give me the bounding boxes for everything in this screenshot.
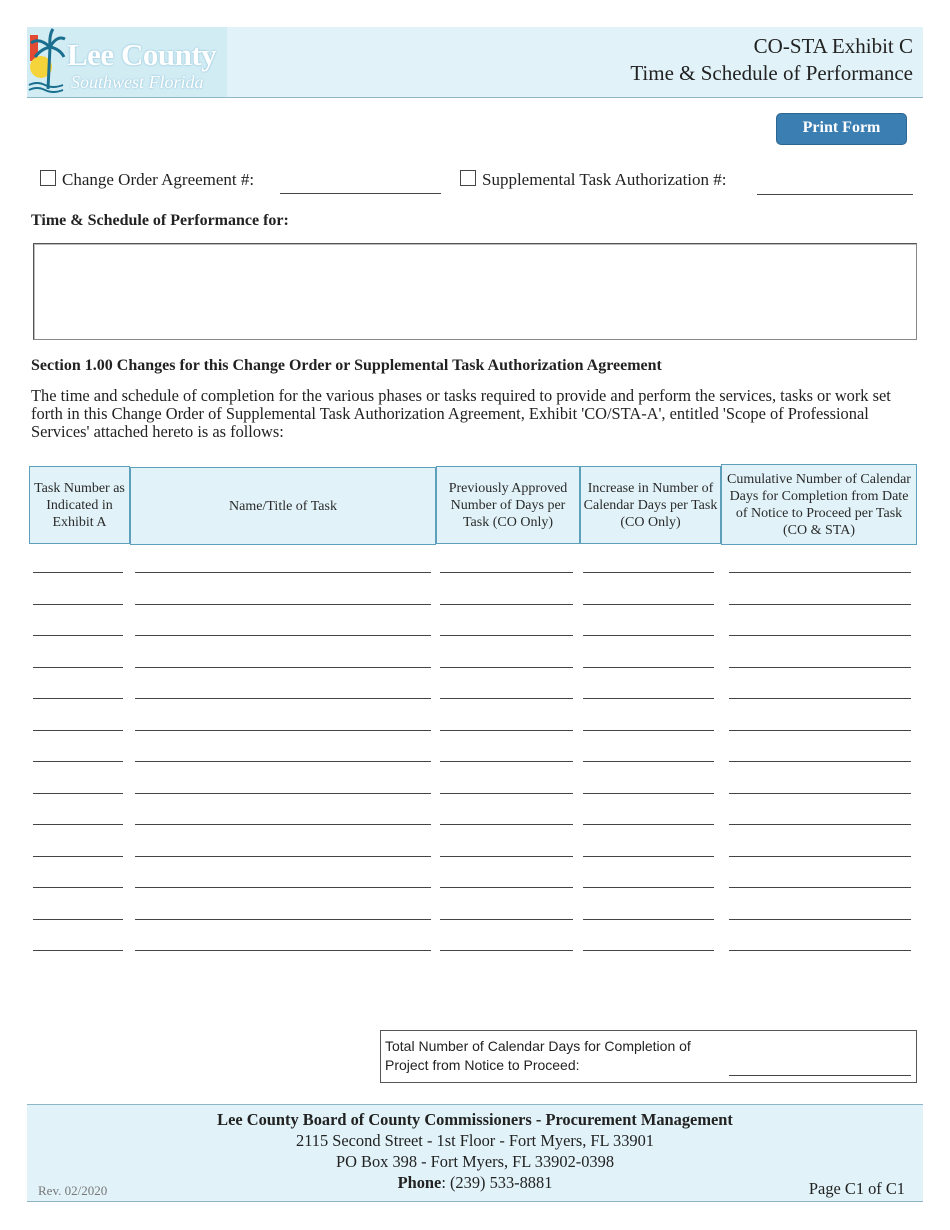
change-order-field: [40, 170, 254, 190]
increase-days-input[interactable]: [583, 887, 714, 888]
increase-days-input[interactable]: [583, 793, 714, 794]
previous-days-input[interactable]: [440, 887, 573, 888]
task-name-input[interactable]: [135, 635, 431, 636]
header-previous-days: Previously Approved Number of Days per Task (CO Only): [436, 466, 580, 544]
change-order-label: Change Order Agreement #:: [62, 170, 255, 189]
task-number-input[interactable]: [33, 698, 123, 699]
footer-address-pobox: PO Box 398 - Fort Myers, FL 33902-0398: [335, 1152, 615, 1171]
increase-days-input[interactable]: [583, 730, 714, 731]
print-form-button[interactable]: Print Form: [776, 113, 907, 145]
header-increase-days: Increase in Number of Calendar Days per Task (CO Only): [580, 466, 721, 544]
task-number-input[interactable]: [33, 604, 123, 605]
increase-days-input[interactable]: [583, 919, 714, 920]
logo-brand: Lee County: [67, 37, 217, 72]
cumulative-days-input[interactable]: [729, 604, 911, 605]
footer-phone: [27, 1173, 923, 1193]
footer-phone-value: : (239) 533-8881: [441, 1173, 553, 1192]
exhibit-label: CO-STA Exhibit C: [753, 34, 913, 58]
footer-revision: Rev. 02/2020: [38, 1183, 108, 1198]
footer-org: Lee County Board of County Commissioners - Procurement Management: [217, 1110, 733, 1129]
task-name-input[interactable]: [135, 667, 431, 668]
lee-county-logo: [27, 27, 227, 97]
task-number-input[interactable]: [33, 950, 123, 951]
section-paragraph: The time and schedule of completion for the various phases or tasks required to provide and perform the services, tasks or work set forth in this Change Order of Supplemental Task Authorization Agreement, Exhibit 'CO/STA-A', entitled 'Scope of Professional Services' attached hereto is as follows:: [31, 386, 891, 441]
footer-address-street: 2115 Second Street - 1st Floor - Fort Myers, FL 33901: [296, 1131, 654, 1150]
task-number-input[interactable]: [33, 667, 123, 668]
footer-phone-label: Phone: [397, 1173, 442, 1192]
previous-days-input[interactable]: [440, 698, 573, 699]
cumulative-days-input[interactable]: [729, 667, 911, 668]
task-number-input[interactable]: [33, 730, 123, 731]
performance-for-label: Time & Schedule of Performance for:: [31, 212, 289, 229]
previous-days-input[interactable]: [440, 761, 573, 762]
cumulative-days-input[interactable]: [729, 856, 911, 857]
sta-checkbox[interactable]: [460, 170, 476, 186]
task-name-input[interactable]: [135, 730, 431, 731]
logo-subtitle: Southwest Florida: [71, 72, 204, 92]
cumulative-days-input[interactable]: [729, 572, 911, 573]
cumulative-days-input[interactable]: [729, 698, 911, 699]
task-name-input[interactable]: [135, 761, 431, 762]
task-name-input[interactable]: [135, 919, 431, 920]
previous-days-input[interactable]: [440, 730, 573, 731]
previous-days-input[interactable]: [440, 824, 573, 825]
task-name-input[interactable]: [135, 887, 431, 888]
increase-days-input[interactable]: [583, 572, 714, 573]
total-days-box: [380, 1030, 917, 1083]
increase-days-input[interactable]: [583, 635, 714, 636]
task-number-input[interactable]: [33, 793, 123, 794]
task-number-input[interactable]: [33, 824, 123, 825]
cumulative-days-input[interactable]: [729, 919, 911, 920]
change-order-number-input[interactable]: [280, 193, 441, 194]
footer-page-number: Page C1 of C1: [808, 1179, 905, 1198]
previous-days-input[interactable]: [440, 950, 573, 951]
increase-days-input[interactable]: [583, 824, 714, 825]
sta-field: [460, 170, 727, 190]
task-name-input[interactable]: [135, 793, 431, 794]
total-days-label: Total Number of Calendar Days for Completion of Project from Notice to Proceed:: [385, 1038, 691, 1073]
task-name-input[interactable]: [135, 824, 431, 825]
increase-days-input[interactable]: [583, 698, 714, 699]
cumulative-days-input[interactable]: [729, 793, 911, 794]
task-name-input[interactable]: [135, 604, 431, 605]
sta-label: Supplemental Task Authorization #:: [482, 170, 727, 189]
cumulative-days-input[interactable]: [729, 887, 911, 888]
task-name-input[interactable]: [135, 950, 431, 951]
task-name-input[interactable]: [135, 698, 431, 699]
form-title: Time & Schedule of Performance: [630, 61, 913, 85]
increase-days-input[interactable]: [583, 950, 714, 951]
section-heading: Section 1.00 Changes for this Change Order or Supplemental Task Authorization Agreement: [31, 357, 662, 374]
task-number-input[interactable]: [33, 635, 123, 636]
previous-days-input[interactable]: [440, 667, 573, 668]
task-name-input[interactable]: [135, 572, 431, 573]
cumulative-days-input[interactable]: [729, 730, 911, 731]
header-task-name: Name/Title of Task: [130, 467, 436, 545]
task-number-input[interactable]: [33, 761, 123, 762]
sta-number-input[interactable]: [757, 194, 913, 195]
header-cumulative-days: Cumulative Number of Calendar Days for Completion from Date of Notice to Proceed per Task (CO & STA): [721, 464, 917, 545]
previous-days-input[interactable]: [440, 604, 573, 605]
task-number-input[interactable]: [33, 856, 123, 857]
page-footer: [27, 1104, 923, 1202]
previous-days-input[interactable]: [440, 793, 573, 794]
document-title: [630, 33, 913, 87]
page-header: [27, 27, 923, 98]
increase-days-input[interactable]: [583, 667, 714, 668]
task-number-input[interactable]: [33, 919, 123, 920]
previous-days-input[interactable]: [440, 635, 573, 636]
previous-days-input[interactable]: [440, 919, 573, 920]
task-number-input[interactable]: [33, 572, 123, 573]
cumulative-days-input[interactable]: [729, 635, 911, 636]
performance-for-textarea[interactable]: [33, 243, 917, 340]
cumulative-days-input[interactable]: [729, 824, 911, 825]
previous-days-input[interactable]: [440, 856, 573, 857]
task-number-input[interactable]: [33, 887, 123, 888]
palm-tree-icon: [27, 27, 67, 97]
increase-days-input[interactable]: [583, 761, 714, 762]
increase-days-input[interactable]: [583, 604, 714, 605]
change-order-checkbox[interactable]: [40, 170, 56, 186]
total-days-input[interactable]: [729, 1075, 911, 1076]
header-task-number: Task Number as Indicated in Exhibit A: [29, 466, 130, 544]
previous-days-input[interactable]: [440, 572, 573, 573]
increase-days-input[interactable]: [583, 856, 714, 857]
cumulative-days-input[interactable]: [729, 761, 911, 762]
cumulative-days-input[interactable]: [729, 950, 911, 951]
task-name-input[interactable]: [135, 856, 431, 857]
